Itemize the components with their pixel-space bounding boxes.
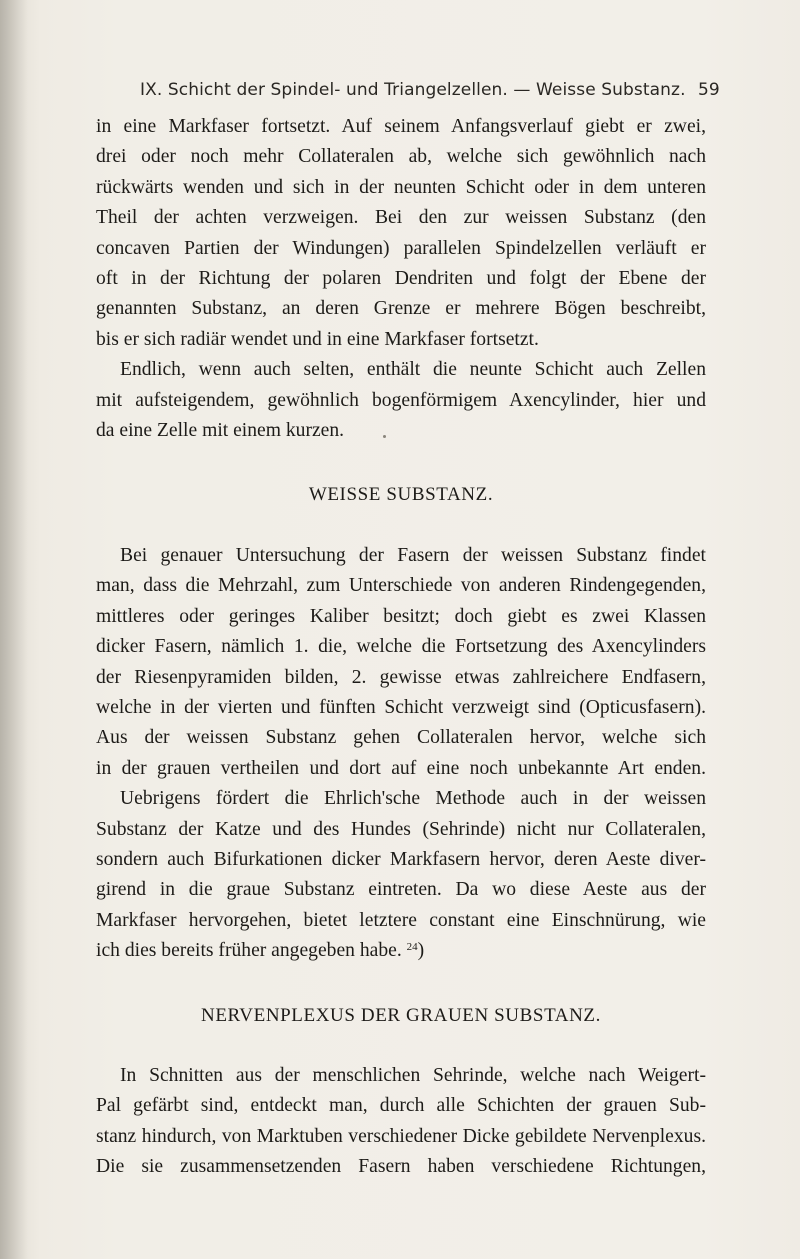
text-line: rückwärts wenden und sich in der neunten Schicht oder in dem unteren <box>96 176 706 198</box>
text-line: in eine Markfaser fortsetzt. Auf seinem Anfangsverlauf giebt er zwei, <box>96 116 706 137</box>
section-heading-weisse-substanz: WEISSE SUBSTANZ. <box>308 484 494 506</box>
text-line: genannten Substanz, an deren Grenze er mehrere Bögen beschreibt, <box>96 298 706 320</box>
running-head: IX. Schicht der Spindel- und Triangelzellen. — Weisse Substanz. <box>140 80 686 100</box>
paragraph-4 <box>96 784 706 966</box>
text-line: Pal gefärbt sind, entdeckt man, durch alle Schichten der grauen Sub- <box>96 1095 706 1117</box>
text-line: sondern auch Bifurkationen dicker Markfasern hervor, deren Aeste diver- <box>96 848 706 870</box>
footnote-close-paren: ) <box>417 940 425 962</box>
paragraph-2 <box>96 355 706 446</box>
text-line: concaven Partien der Windungen) parallelen Spindelzellen verläuft er <box>96 237 706 259</box>
text-line: Substanz der Katze und des Hundes (Sehrinde) nicht nur Collateralen, <box>96 818 706 840</box>
text-line: Endlich, wenn auch selten, enthält die neunte Schicht auch Zellen <box>120 359 706 381</box>
text-line: da eine Zelle mit einem kurzen. <box>96 420 345 442</box>
text-line: stanz hindurch, von Marktuben verschiedener Dicke gebildete Nervenplexus. <box>96 1125 706 1147</box>
text-line: Markfaser hervorgehen, bietet letztere constant eine Einschnürung, wie <box>96 909 706 931</box>
text-line: girend in die graue Substanz eintreten. Da wo diese Aeste aus der <box>96 879 706 901</box>
text-line: welche in der vierten und fünften Schicht verzweigt sind (Opticusfasern). <box>96 696 706 718</box>
paragraph-1 <box>96 112 706 355</box>
text-line: Aus der weissen Substanz gehen Collateralen hervor, welche sich <box>96 727 706 749</box>
text-line: oft in der Richtung der polaren Dendriten und folgt der Ebene der <box>96 268 706 290</box>
body-text <box>96 112 706 1183</box>
text-line <box>96 936 706 966</box>
text-line: Uebrigens fördert die Ehrlich'sche Methode auch in der weissen <box>120 788 706 810</box>
text-line-content: ich dies bereits früher angegeben habe. <box>96 940 402 962</box>
text-line: Bei genauer Untersuchung der Fasern der weissen Substanz findet <box>120 544 706 566</box>
text-line: mittleres oder geringes Kaliber besitzt; doch giebt es zwei Klassen <box>96 605 706 627</box>
text-line: Die sie zusammensetzenden Fasern haben verschiedene Richtungen, <box>96 1156 706 1178</box>
text-line: in der grauen vertheilen und dort auf eine noch unbekannte Art enden. <box>96 757 706 779</box>
text-line: mit aufsteigendem, gewöhnlich bogenförmigem Axencylinder, hier und <box>96 389 706 411</box>
paragraph-5 <box>96 1061 706 1183</box>
footnote-reference[interactable]: 24 <box>406 941 418 954</box>
page-number: 59 <box>698 80 720 100</box>
text-line: dicker Fasern, nämlich 1. die, welche die Fortsetzung des Axencylinders <box>96 636 706 658</box>
text-line: bis er sich radiär wendet und in eine Markfaser fortsetzt. <box>96 328 539 350</box>
text-line: drei oder noch mehr Collateralen ab, welche sich gewöhnlich nach <box>96 146 706 168</box>
text-line: der Riesenpyramiden bilden, 2. gewisse etwas zahlreichere Endfasern, <box>96 666 706 688</box>
text-line: Theil der achten verzweigen. Bei den zur weissen Substanz (den <box>96 207 706 229</box>
text-line: man, dass die Mehrzahl, zum Unterschiede von anderen Rindengegenden, <box>96 575 706 597</box>
section-heading-nervenplexus: NERVENPLEXUS DER GRAUEN SUBSTANZ. <box>201 1004 601 1026</box>
paragraph-3 <box>96 541 706 784</box>
spine-shadow <box>0 0 28 1259</box>
text-line: In Schnitten aus der menschlichen Sehrinde, welche nach Weigert- <box>120 1064 706 1086</box>
